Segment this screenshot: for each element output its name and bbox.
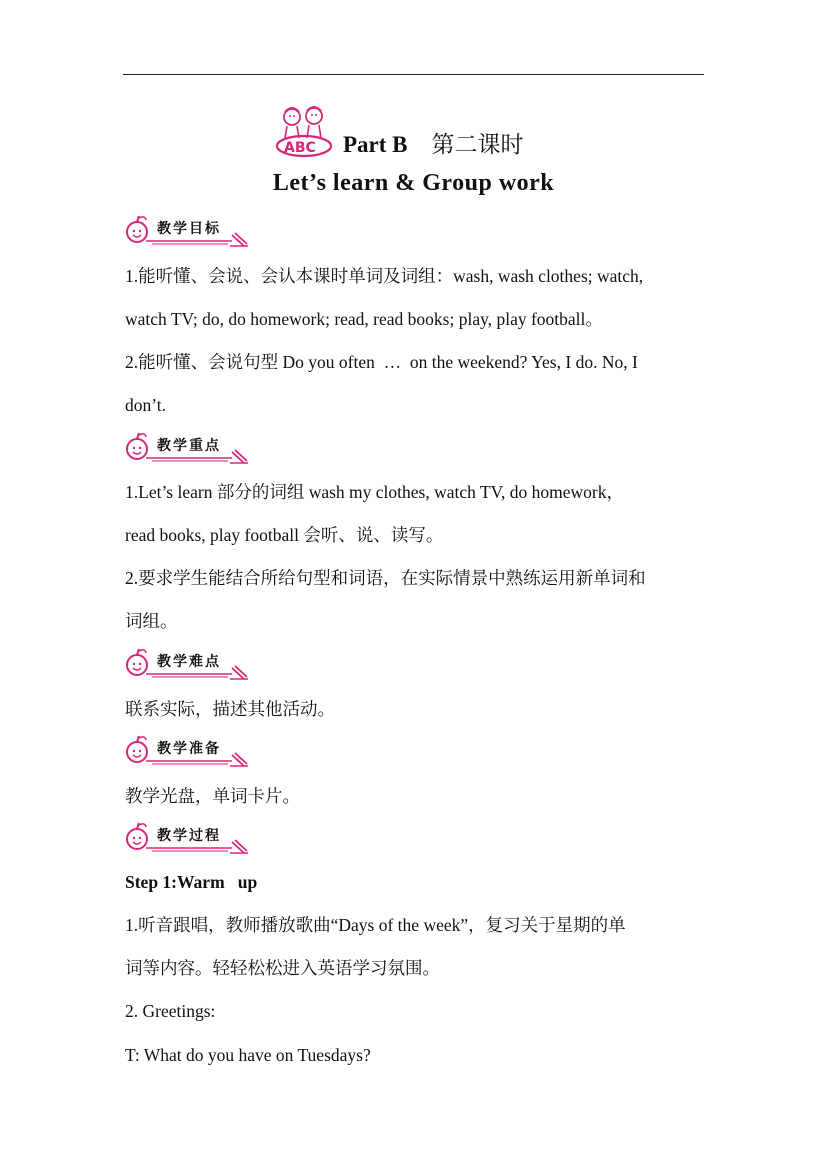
lesson-subtitle: Let’s learn & Group work bbox=[272, 170, 555, 196]
section-head-preparation: 教学准备 bbox=[124, 734, 252, 768]
section-head-process: 教学过程 bbox=[124, 821, 252, 855]
apple-icon bbox=[127, 649, 147, 675]
text-line: T: What do you have on Tuesdays? bbox=[125, 1045, 371, 1065]
apple-icon bbox=[127, 823, 147, 849]
apple-icon bbox=[127, 433, 147, 459]
text-line: don’t. bbox=[125, 395, 166, 415]
text-line: 1.听音跟唱，教师播放歌曲“Days of the week”，复习关于星期的单 bbox=[125, 915, 626, 935]
text-line: 2.要求学生能结合所给句型和词语，在实际情景中熟练运用新单词和 bbox=[125, 568, 646, 588]
text-line: 联系实际，描述其他活动。 bbox=[125, 699, 335, 719]
abc-kids-logo-icon bbox=[275, 104, 333, 158]
part-title: Part B 第二课时 bbox=[343, 132, 524, 158]
pen-icon bbox=[230, 233, 248, 246]
text-line: 词等内容。轻轻松松进入英语学习氛围。 bbox=[125, 958, 440, 978]
text-line: 1.能听懂、会说、会认本课时单词及词组：wash, wash clothes; watch, bbox=[125, 266, 644, 286]
pen-icon bbox=[230, 666, 248, 679]
title-row bbox=[0, 104, 827, 160]
text-line: watch TV; do, do homework; read, read books; play, play football。 bbox=[125, 309, 603, 329]
text-line: 2. Greetings: bbox=[125, 1001, 216, 1021]
text-line: 词组。 bbox=[125, 611, 178, 631]
apple-icon bbox=[127, 736, 147, 762]
pen-icon bbox=[230, 753, 248, 766]
text-line: 2.能听懂、会说句型 Do you often … on the weekend? Yes, I do. No, I bbox=[125, 352, 638, 372]
section-head-objectives: 教学目标 bbox=[124, 214, 252, 248]
section-head-key-points: 教学重点 bbox=[124, 431, 252, 465]
apple-icon bbox=[127, 216, 147, 242]
svg-text:ABC: ABC bbox=[284, 140, 316, 156]
section-head-difficulties: 教学难点 bbox=[124, 647, 252, 681]
step-heading: Step 1:Warm up bbox=[125, 872, 258, 892]
text-line: 教学光盘，单词卡片。 bbox=[125, 786, 300, 806]
pen-icon bbox=[230, 840, 248, 853]
text-line: read books, play football 会听、说、读写。 bbox=[125, 525, 444, 545]
pen-icon bbox=[230, 450, 248, 463]
text-line: 1.Let’s learn 部分的词组 wash my clothes, watch TV, do homework， bbox=[125, 482, 624, 502]
header-rule bbox=[123, 74, 704, 75]
